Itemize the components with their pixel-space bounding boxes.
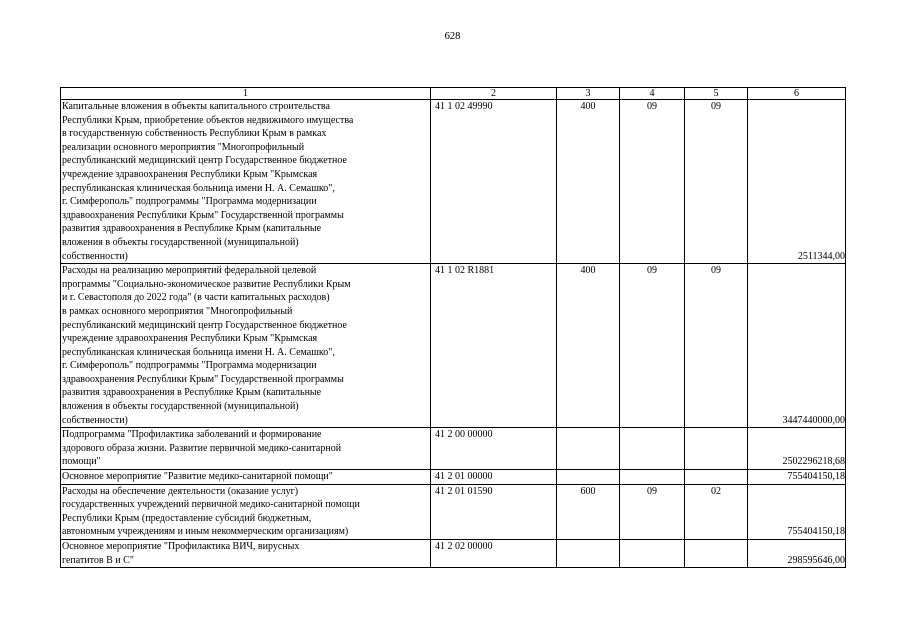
row-name-line: помощи" bbox=[62, 456, 101, 468]
section-cell bbox=[620, 428, 685, 470]
row-name-line: республиканская клиническая больница имени Н. А. Семашко", bbox=[62, 346, 335, 358]
target-article-cell: 41 1 02 49990 bbox=[431, 100, 557, 264]
row-name-cell bbox=[61, 484, 431, 539]
row-name-line: учреждение здравоохранения Республики Крым "Крымская bbox=[62, 333, 318, 345]
row-name-line: вложения в объекты государственной (муниципальной) bbox=[62, 401, 299, 413]
row-name-line: собственности) bbox=[62, 414, 128, 426]
row-name-line: в государственную собственность Республики Крым в рамках bbox=[62, 128, 327, 140]
subsection-cell bbox=[685, 428, 748, 470]
expense-type-cell: 400 bbox=[557, 264, 620, 428]
row-name-cell bbox=[61, 264, 431, 428]
sum-cell: 2511344,00 bbox=[748, 100, 846, 264]
row-name-line: здравоохранения Республики Крым" Государственной программы bbox=[62, 373, 344, 385]
subsection-cell: 09 bbox=[685, 264, 748, 428]
section-cell: 09 bbox=[620, 100, 685, 264]
sum-cell: 2502296218,68 bbox=[748, 428, 846, 470]
header-cell-2: 2 bbox=[431, 88, 557, 100]
row-name-line: учреждение здравоохранения Республики Крым "Крымская bbox=[62, 168, 318, 180]
sum-cell: 755404150,18 bbox=[748, 484, 846, 539]
row-name-line: Подпрограмма "Профилактика заболеваний и формирование bbox=[62, 429, 322, 441]
expense-type-cell bbox=[557, 470, 620, 485]
sum-cell: 298595646,00 bbox=[748, 540, 846, 568]
expense-type-cell: 600 bbox=[557, 484, 620, 539]
header-cell-6: 6 bbox=[748, 88, 846, 100]
page-number: 628 bbox=[444, 31, 461, 42]
expense-type-cell bbox=[557, 540, 620, 568]
row-name-line: и г. Севастополя до 2022 года" (в части капитальных расходов) bbox=[62, 292, 330, 304]
row-name-line: автономным учреждениям и иным некоммерческим организациям) bbox=[62, 526, 349, 538]
budget-table bbox=[60, 87, 846, 568]
row-name-line: государственных учреждений первичной медико-санитарной помощи bbox=[62, 499, 360, 511]
subsection-cell: 09 bbox=[685, 100, 748, 264]
header-cell-1: 1 bbox=[61, 88, 431, 100]
row-name-line: республиканская клиническая больница имени Н. А. Семашко", bbox=[62, 182, 335, 194]
row-name-line: реализации основного мероприятия "Многопрофильный bbox=[62, 141, 305, 153]
row-name-line: Капитальные вложения в объекты капитального строительства bbox=[62, 101, 330, 112]
row-name-line: Республики Крым (предоставление субсидий бюджетным, bbox=[62, 512, 312, 524]
row-name-line: Расходы на реализацию мероприятий федеральной целевой bbox=[62, 265, 317, 277]
row-name-line: Основное мероприятие "Развитие медико-санитарной помощи" bbox=[62, 471, 333, 483]
row-name-line: здравоохранения Республики Крым" Государственной программы bbox=[62, 209, 344, 221]
target-article-cell: 41 2 01 01590 bbox=[431, 484, 557, 539]
section-cell: 09 bbox=[620, 264, 685, 428]
subsection-cell: 02 bbox=[685, 484, 748, 539]
row-name-line: республиканский медицинский центр Государственное бюджетное bbox=[62, 155, 347, 167]
target-article-cell: 41 1 02 R1881 bbox=[431, 264, 557, 428]
header-cell-5: 5 bbox=[685, 88, 748, 100]
table-header-row bbox=[61, 88, 846, 100]
table-row bbox=[61, 100, 846, 264]
expense-type-cell: 400 bbox=[557, 100, 620, 264]
row-name-line: программы "Социально-экономическое развитие Республики Крым bbox=[62, 278, 351, 290]
section-cell: 09 bbox=[620, 484, 685, 539]
target-article-cell: 41 2 00 00000 bbox=[431, 428, 557, 470]
row-name-cell bbox=[61, 428, 431, 470]
sum-cell: 3447440000,00 bbox=[748, 264, 846, 428]
header-cell-4: 4 bbox=[620, 88, 685, 100]
table-row bbox=[61, 484, 846, 539]
row-name-line: вложения в объекты государственной (муниципальной) bbox=[62, 236, 299, 248]
row-name-line: гепатитов В и С" bbox=[62, 554, 134, 566]
row-name-line: г. Симферополь" подпрограммы "Программа модернизации bbox=[62, 360, 317, 372]
subsection-cell bbox=[685, 540, 748, 568]
row-name-cell bbox=[61, 100, 431, 264]
row-name-cell bbox=[61, 540, 431, 568]
row-name-line: развития здравоохранения в Республике Крым (капитальные bbox=[62, 223, 322, 235]
expense-type-cell bbox=[557, 428, 620, 470]
header-cell-3: 3 bbox=[557, 88, 620, 100]
target-article-cell: 41 2 01 00000 bbox=[431, 470, 557, 485]
section-cell bbox=[620, 470, 685, 485]
row-name-line: развития здравоохранения в Республике Крым (капитальные bbox=[62, 387, 322, 399]
row-name-line: Расходы на обеспечение деятельности (оказание услуг) bbox=[62, 485, 299, 497]
section-cell bbox=[620, 540, 685, 568]
row-name-line: республиканский медицинский центр Государственное бюджетное bbox=[62, 319, 347, 331]
sum-cell: 755404150,18 bbox=[748, 470, 846, 485]
target-article-cell: 41 2 02 00000 bbox=[431, 540, 557, 568]
row-name-cell bbox=[61, 470, 431, 485]
table-row bbox=[61, 470, 846, 485]
row-name-line: Основное мероприятие "Профилактика ВИЧ, вирусных bbox=[62, 541, 300, 552]
row-name-line: здорового образа жизни. Развитие первичной медико-санитарной bbox=[62, 442, 342, 454]
table-row bbox=[61, 540, 846, 568]
row-name-line: Республики Крым, приобретение объектов недвижимого имущества bbox=[62, 114, 354, 126]
subsection-cell bbox=[685, 470, 748, 485]
table-row bbox=[61, 264, 846, 428]
table-row bbox=[61, 428, 846, 470]
row-name-line: г. Симферополь" подпрограммы "Программа модернизации bbox=[62, 196, 317, 208]
row-name-line: собственности) bbox=[62, 250, 128, 262]
row-name-line: в рамках основного мероприятия "Многопрофильный bbox=[62, 305, 293, 317]
